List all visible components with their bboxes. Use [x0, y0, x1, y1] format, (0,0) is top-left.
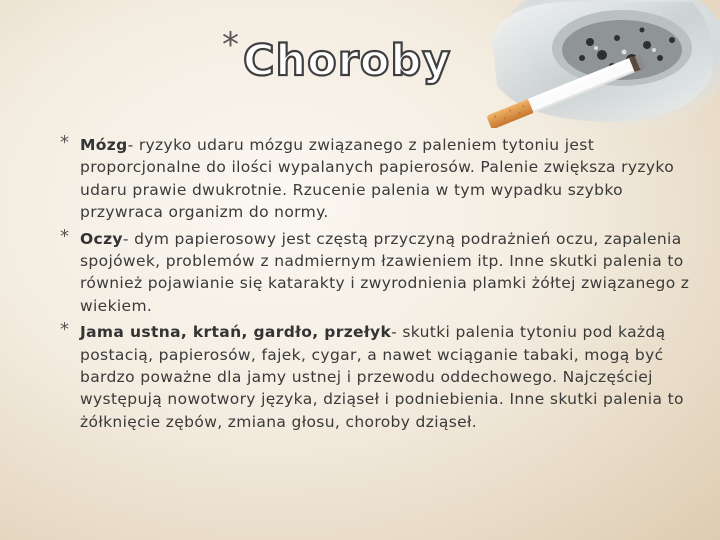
list-item	[60, 225, 700, 318]
item-term: Jama ustna, krtań, gardło, przełyk	[80, 323, 392, 342]
item-term: Oczy	[80, 229, 123, 248]
title-asterisk-icon: *	[222, 25, 239, 65]
bullet-asterisk-icon: *	[60, 132, 70, 153]
title-text: Choroby	[243, 36, 452, 86]
bullet-asterisk-icon: *	[60, 319, 70, 341]
cigarette-in-ashtray-icon	[472, 0, 720, 128]
item-text: - ryzyko udaru mózgu związanego z paleniem tytoniu jest proporcjonalne do ilości wypalanych papierosów. Palenie zwiększa ryzyko udaru prawie dwukrotnie. Rzucenie palenia w tym wypadku szybko przywraca organizm do normy.	[80, 136, 675, 222]
slide-title	[222, 25, 452, 86]
bullet-list	[60, 134, 700, 437]
item-text: - skutki palenia tytoniu pod każdą postacią, papierosów, fajek, cygar, a nawet wciąganie tabaki, mogą być bardzo poważne dla jamy ustnej i przewodu oddechowego. Najczęściej występują nowotwory języka, dziąseł i podniebienia. Inne skutki palenia to żółknięcie zębów, zmiana głosu, choroby dziąseł.	[80, 323, 684, 431]
bullet-asterisk-icon: *	[60, 225, 70, 247]
item-term: Mózg	[80, 136, 128, 154]
cigarette-ashtray-image	[472, 0, 720, 128]
list-item	[60, 321, 700, 433]
list-item	[60, 134, 700, 224]
item-text: - dym papierosowy jest częstą przyczyną podrażnień oczu, zapalenia spojówek, problemów z nadmiernym łzawieniem itp. Inne skutki palenia to również pojawianie się katarakty i zwyrodnienia plamki żółtej związanego z wiekiem.	[80, 229, 690, 315]
